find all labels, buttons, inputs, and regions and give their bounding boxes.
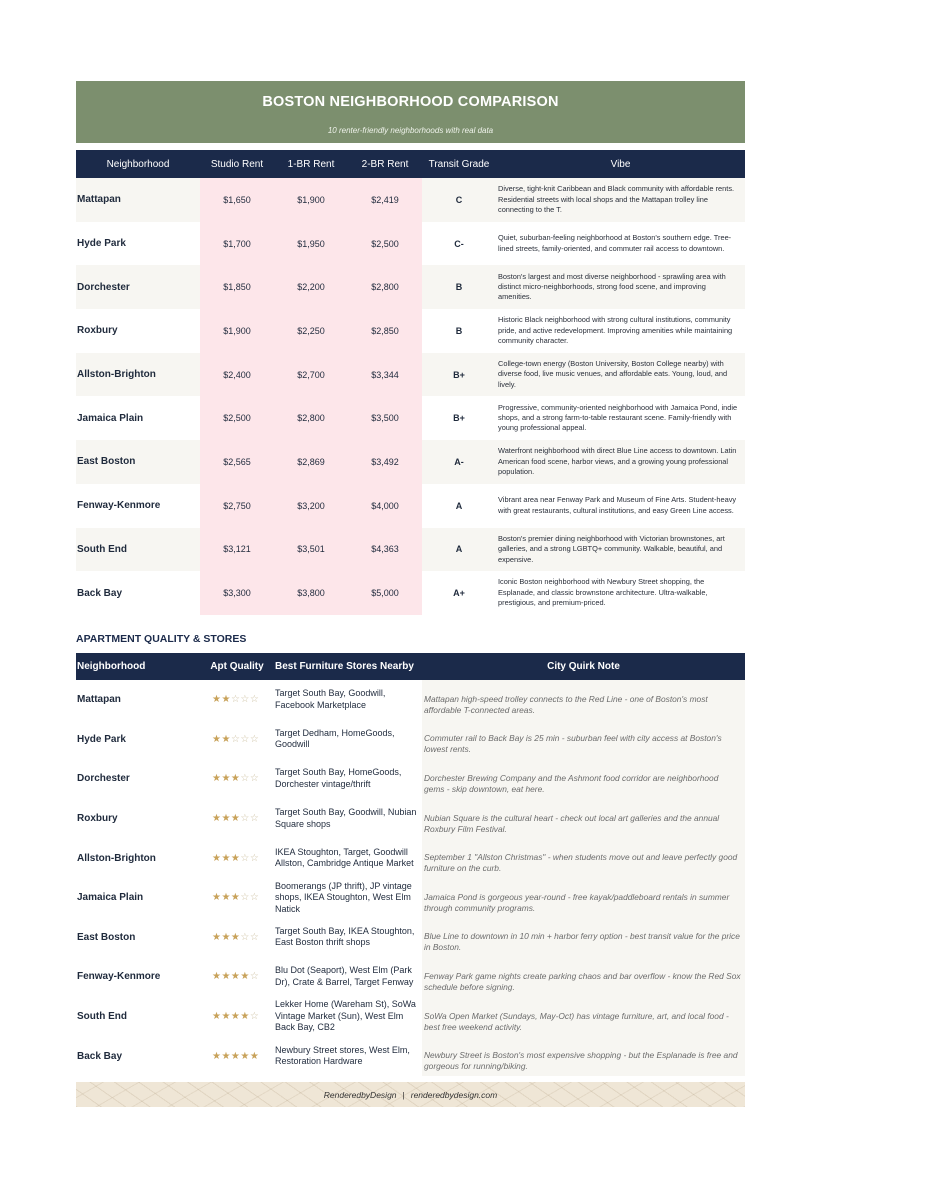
col-studio-rent: Studio Rent	[210, 158, 264, 170]
transit-grade: B	[455, 282, 463, 293]
star-filled-icon: ★★★	[212, 852, 241, 864]
quirk-note: September 1 "Allston Christmas" - when students move out and leave perfectly good furniture on the curb.	[422, 838, 745, 878]
one-br-rent: $3,200	[274, 484, 348, 528]
neighborhood-name: Back Bay	[77, 1050, 123, 1062]
title-block	[76, 81, 745, 143]
section-title: APARTMENT QUALITY & STORES	[76, 633, 247, 645]
star-filled-icon: ★★★★	[212, 971, 250, 983]
star-empty-icon: ☆☆☆	[230, 733, 260, 745]
one-br-rent: $2,250	[274, 309, 348, 353]
one-br-rent: $2,700	[274, 353, 348, 397]
table-row	[76, 571, 745, 615]
neighborhood-name: Mattapan	[77, 694, 121, 706]
two-br-rent: $3,344	[348, 353, 422, 397]
studio-rent: $1,700	[200, 222, 274, 266]
star-rating	[200, 799, 274, 839]
star-filled-icon: ★★★★	[212, 1011, 250, 1023]
neighborhood-name: Allston-Brighton	[77, 369, 156, 381]
star-rating	[200, 720, 274, 760]
transit-grade: C	[455, 194, 463, 205]
neighborhood-name: Fenway-Kenmore	[77, 971, 161, 983]
star-empty-icon: ☆☆	[240, 773, 260, 785]
page-subtitle: 10 renter-friendly neighborhoods with real data	[327, 126, 494, 135]
two-br-rent: $3,492	[348, 440, 422, 484]
table-row	[76, 265, 745, 309]
table-row	[76, 680, 745, 720]
stores-text: Boomerangs (JP thrift), JP vintage shops, IKEA Stoughton, West Elm Natick	[275, 880, 412, 914]
col-transit-grade: Transit Grade	[428, 158, 490, 170]
neighborhood-name: Mattapan	[77, 194, 121, 206]
transit-grade: A-	[454, 456, 464, 467]
quirk-note: Mattapan high-speed trolley connects to the Red Line - one of Boston's most affordable T-connected areas.	[422, 680, 745, 720]
table-row	[76, 440, 745, 484]
divider	[76, 143, 745, 150]
comparison-sheet	[76, 81, 745, 615]
table-row	[76, 720, 745, 760]
studio-rent: $1,650	[200, 178, 274, 222]
transit-grade: B+	[453, 413, 465, 424]
star-filled-icon: ★★	[212, 733, 231, 745]
table-row	[76, 309, 745, 353]
stores-text: Newbury Street stores, West Elm, Restoration Hardware	[275, 1044, 410, 1067]
neighborhood-name: Back Bay	[77, 587, 123, 599]
transit-grade: C-	[454, 238, 464, 249]
quality-table	[76, 653, 745, 1076]
star-rating	[200, 680, 274, 720]
transit-grade: A	[455, 544, 463, 555]
studio-rent: $3,121	[200, 528, 274, 572]
two-br-rent: $4,363	[348, 528, 422, 572]
one-br-rent: $2,200	[274, 265, 348, 309]
one-br-rent: $1,900	[274, 178, 348, 222]
quirk-note: SoWa Open Market (Sundays, May-Oct) has vintage furniture, art, and local food - best free weekend activity.	[422, 997, 745, 1037]
vibe-text: Boston's premier dining neighborhood with Victorian brownstones, art galleries, and a strong LGBTQ+ community. Walkable, beautiful, and expensive.	[498, 533, 725, 564]
two-br-rent: $3,500	[348, 396, 422, 440]
table-row	[76, 222, 745, 266]
vibe-text: Diverse, tight-knit Caribbean and Black community with affordable rents. Residential streets with local shops and the Mattapan trolley line connecting to the T.	[498, 184, 735, 215]
studio-rent: $1,900	[200, 309, 274, 353]
stores-text: Blu Dot (Seaport), West Elm (Park Dr), Crate & Barrel, Target Fenway	[275, 965, 414, 987]
footer-separator: |	[402, 1089, 405, 1100]
quality-table-header	[76, 653, 745, 680]
neighborhood-name: South End	[77, 1011, 127, 1023]
quirk-note: Jamaica Pond is gorgeous year-round - free kayak/paddleboard rentals in summer through community programs.	[422, 878, 745, 918]
neighborhood-name: Dorchester	[77, 281, 130, 293]
two-br-rent: $4,000	[348, 484, 422, 528]
one-br-rent: $2,800	[274, 396, 348, 440]
table-row	[76, 878, 745, 918]
star-filled-icon: ★★★	[212, 892, 241, 904]
quirk-note: Blue Line to downtown in 10 min + harbor ferry option - best transit value for the price in Boston.	[422, 918, 745, 958]
one-br-rent: $3,800	[274, 571, 348, 615]
neighborhood-name: Fenway-Kenmore	[77, 500, 161, 512]
neighborhood-name: East Boston	[77, 456, 136, 468]
transit-grade: B+	[453, 369, 465, 380]
quirk-note: Dorchester Brewing Company and the Ashmont food corridor are neighborhood gems - skip downtown, eat here.	[422, 759, 745, 799]
star-rating	[200, 838, 274, 878]
neighborhood-name: Hyde Park	[77, 733, 126, 745]
one-br-rent: $2,869	[274, 440, 348, 484]
neighborhood-name: South End	[77, 543, 127, 555]
star-empty-icon: ☆☆☆	[230, 694, 260, 706]
star-rating	[200, 1036, 274, 1076]
star-rating	[200, 997, 274, 1037]
neighborhood-name: Allston-Brighton	[77, 852, 156, 864]
col-city-quirk: City Quirk Note	[547, 661, 620, 672]
vibe-text: Iconic Boston neighborhood with Newbury Street shopping, the Esplanade, and classic brownstone architecture. Ultra-walkable, prestigious, and premium-priced.	[498, 577, 708, 608]
two-br-rent: $2,850	[348, 309, 422, 353]
footer-banner	[76, 1082, 745, 1107]
one-br-rent: $1,950	[274, 222, 348, 266]
studio-rent: $2,400	[200, 353, 274, 397]
vibe-text: Quiet, suburban-feeling neighborhood at Boston's southern edge. Tree-lined streets, family-oriented, and commuter rail access to downtown.	[498, 233, 732, 253]
two-br-rent: $5,000	[348, 571, 422, 615]
star-empty-icon: ☆☆	[240, 813, 260, 825]
neighborhood-name: Jamaica Plain	[77, 412, 144, 424]
col-furniture-stores: Best Furniture Stores Nearby	[275, 661, 414, 672]
studio-rent: $2,750	[200, 484, 274, 528]
two-br-rent: $2,500	[348, 222, 422, 266]
star-rating	[200, 759, 274, 799]
star-filled-icon: ★★★	[212, 931, 241, 943]
stores-text: Lekker Home (Wareham St), SoWa Vintage Market (Sun), West Elm Back Bay, CB2	[275, 999, 416, 1033]
one-br-rent: $3,501	[274, 528, 348, 572]
stores-text: Target South Bay, IKEA Stoughton, East Boston thrift shops	[275, 925, 415, 948]
stores-text: Target Dedham, HomeGoods, Goodwill	[275, 727, 395, 750]
neighborhood-name: Hyde Park	[77, 238, 126, 250]
table-row	[76, 484, 745, 528]
star-rating	[200, 878, 274, 918]
footer-brand: RenderedbyDesign	[323, 1089, 397, 1100]
footer-url[interactable]: renderedbydesign.com	[410, 1089, 498, 1100]
studio-rent: $2,500	[200, 396, 274, 440]
stores-text: IKEA Stoughton, Target, Goodwill Allston, Cambridge Antique Market	[275, 846, 414, 869]
table-row	[76, 178, 745, 222]
two-br-rent: $2,419	[348, 178, 422, 222]
star-filled-icon: ★★★★★	[212, 1050, 260, 1062]
col-1br-rent: 1-BR Rent	[287, 158, 335, 170]
vibe-text: Historic Black neighborhood with strong cultural institutions, community pride, and active redevelopment. Improving amenities while maintaining community character.	[498, 315, 733, 346]
table-row	[76, 918, 745, 958]
vibe-text: Boston's largest and most diverse neighborhood - sprawling area with distinct micro-neighborhoods, strong food scene, and improving amenities.	[498, 271, 726, 302]
quirk-note: Fenway Park game nights create parking chaos and bar overflow - know the Red Sox schedule before signing.	[422, 957, 745, 997]
star-filled-icon: ★★★	[212, 773, 241, 785]
col-vibe: Vibe	[610, 158, 631, 170]
rent-table-header	[76, 150, 745, 178]
stores-text: Target South Bay, Goodwill, Facebook Marketplace	[275, 688, 386, 710]
star-empty-icon: ☆☆	[240, 892, 260, 904]
neighborhood-name: East Boston	[77, 931, 136, 943]
star-rating	[200, 957, 274, 997]
transit-grade: A	[455, 500, 463, 511]
star-rating	[200, 918, 274, 958]
col-apt-quality: Apt Quality	[210, 661, 264, 672]
quirk-note: Nubian Square is the cultural heart - check out local art galleries and the annual Roxbury Film Festival.	[422, 799, 745, 839]
vibe-text: College-town energy (Boston University, Boston College nearby) with diverse food, live music venues, and affordable eats. Young, loud, and lively.	[498, 358, 728, 389]
table-row	[76, 396, 745, 440]
quirk-note: Commuter rail to Back Bay is 25 min - suburban feel with city access at Boston's lowest rents.	[422, 720, 745, 760]
stores-text: Target South Bay, HomeGoods, Dorchester vintage/thrift	[275, 767, 402, 789]
star-filled-icon: ★★	[212, 694, 231, 706]
star-empty-icon: ☆	[249, 1011, 260, 1023]
vibe-text: Waterfront neighborhood with direct Blue Line access to downtown. Latin American food scene, harbor views, and a growing young professional population.	[498, 446, 737, 477]
vibe-text: Vibrant area near Fenway Park and Museum of Fine Arts. Student-heavy with great restaurants, cultural institutions, and easy Green Line access.	[498, 495, 737, 515]
col-neighborhood: Neighborhood	[77, 661, 146, 672]
table-row	[76, 838, 745, 878]
studio-rent: $1,850	[200, 265, 274, 309]
star-empty-icon: ☆☆	[240, 852, 260, 864]
table-row	[76, 799, 745, 839]
transit-grade: B	[455, 325, 463, 336]
table-row	[76, 759, 745, 799]
quirk-note: Newbury Street is Boston's most expensive shopping - but the Esplanade is free and gorgeous for running/biking.	[422, 1036, 745, 1076]
star-empty-icon: ☆	[249, 971, 260, 983]
table-row	[76, 997, 745, 1037]
stores-text: Target South Bay, Goodwill, Nubian Square shops	[275, 807, 417, 829]
table-row	[76, 528, 745, 572]
studio-rent: $2,565	[200, 440, 274, 484]
neighborhood-name: Jamaica Plain	[77, 892, 144, 904]
neighborhood-name: Dorchester	[77, 773, 130, 785]
table-row	[76, 1036, 745, 1076]
star-empty-icon: ☆☆	[240, 931, 260, 943]
neighborhood-name: Roxbury	[77, 325, 118, 337]
rent-table-body	[76, 178, 745, 615]
table-row	[76, 353, 745, 397]
col-neighborhood: Neighborhood	[106, 158, 170, 170]
vibe-text: Progressive, community-oriented neighborhood with Jamaica Pond, indie shops, and a strong farm-to-table restaurant scene. Family-friendly with young professional appeal.	[498, 402, 738, 433]
studio-rent: $3,300	[200, 571, 274, 615]
col-2br-rent: 2-BR Rent	[361, 158, 409, 170]
transit-grade: A+	[453, 588, 465, 599]
table-row	[76, 957, 745, 997]
page-title: BOSTON NEIGHBORHOOD COMPARISON	[262, 94, 559, 110]
neighborhood-name: Roxbury	[77, 813, 118, 825]
two-br-rent: $2,800	[348, 265, 422, 309]
star-filled-icon: ★★★	[212, 813, 241, 825]
